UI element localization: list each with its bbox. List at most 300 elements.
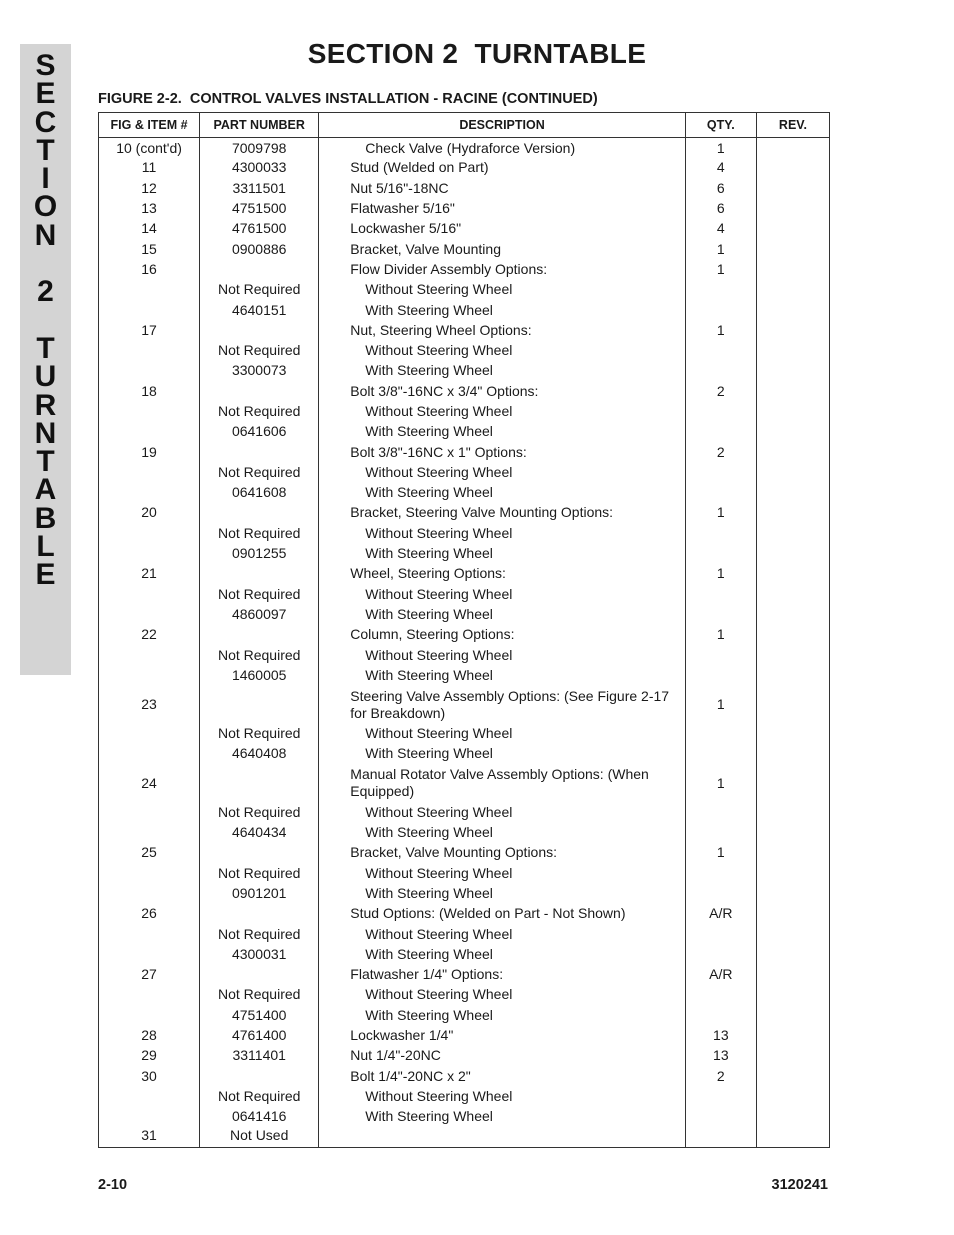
qty-cell bbox=[685, 822, 756, 842]
description-cell: With Steering Wheel bbox=[319, 1107, 686, 1127]
part-number-cell: 4640408 bbox=[200, 744, 319, 764]
table-row bbox=[99, 138, 830, 158]
description-cell: Without Steering Wheel bbox=[319, 401, 686, 421]
table-row bbox=[99, 1107, 830, 1127]
description-cell: With Steering Wheel bbox=[319, 944, 686, 964]
item-number-cell: 12 bbox=[99, 178, 200, 198]
side-tab-letter: N bbox=[34, 416, 57, 450]
qty-cell bbox=[685, 462, 756, 482]
table-row bbox=[99, 462, 830, 482]
rev-cell bbox=[756, 1046, 829, 1066]
rev-cell bbox=[756, 138, 829, 158]
rev-cell bbox=[756, 904, 829, 924]
table-row bbox=[99, 604, 830, 624]
qty-cell: 13 bbox=[685, 1046, 756, 1066]
description-cell: Steering Valve Assembly Options: (See Figure 2-17 for Breakdown) bbox=[319, 686, 686, 724]
table-row bbox=[99, 300, 830, 320]
qty-cell bbox=[685, 744, 756, 764]
item-number-cell: 30 bbox=[99, 1066, 200, 1086]
header-rev: REV. bbox=[756, 113, 829, 138]
side-tab-letter: 2 bbox=[37, 275, 54, 309]
table-row bbox=[99, 802, 830, 822]
rev-cell bbox=[756, 1086, 829, 1106]
rev-cell bbox=[756, 863, 829, 883]
qty-cell: 1 bbox=[685, 259, 756, 279]
table-row bbox=[99, 422, 830, 442]
description-cell: Without Steering Wheel bbox=[319, 724, 686, 744]
table-row bbox=[99, 442, 830, 462]
item-number-cell: 26 bbox=[99, 904, 200, 924]
table-row bbox=[99, 665, 830, 685]
table-row bbox=[99, 625, 830, 645]
header-fig-item: FIG & ITEM # bbox=[99, 113, 200, 138]
qty-cell: A/R bbox=[685, 904, 756, 924]
table-row bbox=[99, 401, 830, 421]
table-row bbox=[99, 280, 830, 300]
description-cell: Without Steering Wheel bbox=[319, 462, 686, 482]
description-cell: Bolt 3/8"-16NC x 3/4" Options: bbox=[319, 381, 686, 401]
description-cell: With Steering Wheel bbox=[319, 744, 686, 764]
table-row bbox=[99, 985, 830, 1005]
item-number-cell: 14 bbox=[99, 219, 200, 239]
side-tab-letter: C bbox=[34, 105, 57, 139]
item-number-cell: 19 bbox=[99, 442, 200, 462]
table-row bbox=[99, 381, 830, 401]
side-tab-letter: T bbox=[36, 445, 55, 479]
qty-cell bbox=[685, 863, 756, 883]
table-row bbox=[99, 158, 830, 178]
rev-cell bbox=[756, 1005, 829, 1025]
part-number-cell: Not Required bbox=[200, 1086, 319, 1106]
qty-cell bbox=[685, 280, 756, 300]
item-number-cell: 27 bbox=[99, 964, 200, 984]
part-number-cell: Not Required bbox=[200, 523, 319, 543]
table-row bbox=[99, 944, 830, 964]
qty-cell bbox=[685, 924, 756, 944]
rev-cell bbox=[756, 158, 829, 178]
part-number-cell: 7009798 bbox=[200, 138, 319, 158]
rev-cell bbox=[756, 239, 829, 259]
description-cell: With Steering Wheel bbox=[319, 361, 686, 381]
description-cell: Without Steering Wheel bbox=[319, 863, 686, 883]
table-row bbox=[99, 904, 830, 924]
description-cell: Flatwasher 5/16" bbox=[319, 198, 686, 218]
table-row bbox=[99, 924, 830, 944]
table-row bbox=[99, 178, 830, 198]
qty-cell bbox=[685, 802, 756, 822]
qty-cell bbox=[685, 944, 756, 964]
qty-cell bbox=[685, 422, 756, 442]
table-row bbox=[99, 320, 830, 340]
rev-cell bbox=[756, 584, 829, 604]
part-number-cell: 0641606 bbox=[200, 422, 319, 442]
description-cell: Nut 5/16"-18NC bbox=[319, 178, 686, 198]
qty-cell bbox=[685, 883, 756, 903]
qty-cell bbox=[685, 1127, 756, 1147]
table-row bbox=[99, 523, 830, 543]
description-cell: Without Steering Wheel bbox=[319, 340, 686, 360]
item-number-cell: 15 bbox=[99, 239, 200, 259]
rev-cell bbox=[756, 1107, 829, 1127]
part-number-cell bbox=[200, 686, 319, 724]
table-row bbox=[99, 483, 830, 503]
description-cell: Without Steering Wheel bbox=[319, 802, 686, 822]
table-row bbox=[99, 219, 830, 239]
table-row bbox=[99, 198, 830, 218]
rev-cell bbox=[756, 985, 829, 1005]
section-side-tab-label bbox=[20, 49, 71, 592]
description-cell: Check Valve (Hydraforce Version) bbox=[319, 138, 686, 158]
description-cell: With Steering Wheel bbox=[319, 483, 686, 503]
description-cell: With Steering Wheel bbox=[319, 422, 686, 442]
part-number-cell: 4751500 bbox=[200, 198, 319, 218]
part-number-cell: Not Required bbox=[200, 401, 319, 421]
part-number-cell bbox=[200, 843, 319, 863]
rev-cell bbox=[756, 764, 829, 802]
part-number-cell: 0901255 bbox=[200, 543, 319, 563]
rev-cell bbox=[756, 320, 829, 340]
qty-cell bbox=[685, 483, 756, 503]
qty-cell: 1 bbox=[685, 686, 756, 724]
rev-cell bbox=[756, 944, 829, 964]
item-number-cell: 28 bbox=[99, 1025, 200, 1045]
rev-cell bbox=[756, 883, 829, 903]
part-number-cell: 0901201 bbox=[200, 883, 319, 903]
item-number-cell bbox=[99, 483, 200, 503]
qty-cell: 1 bbox=[685, 625, 756, 645]
part-number-cell: 4761500 bbox=[200, 219, 319, 239]
rev-cell bbox=[756, 381, 829, 401]
description-cell: Column, Steering Options: bbox=[319, 625, 686, 645]
rev-cell bbox=[756, 822, 829, 842]
description-cell: With Steering Wheel bbox=[319, 604, 686, 624]
rev-cell bbox=[756, 361, 829, 381]
side-tab-letter: E bbox=[35, 77, 56, 111]
header-description: DESCRIPTION bbox=[319, 113, 686, 138]
table-row bbox=[99, 503, 830, 523]
table-row bbox=[99, 584, 830, 604]
table-row bbox=[99, 883, 830, 903]
item-number-cell bbox=[99, 280, 200, 300]
table-row bbox=[99, 564, 830, 584]
parts-table bbox=[98, 112, 830, 1148]
table-row bbox=[99, 543, 830, 563]
side-tab-letter: I bbox=[41, 162, 50, 196]
qty-cell bbox=[685, 1005, 756, 1025]
description-cell: With Steering Wheel bbox=[319, 665, 686, 685]
table-row bbox=[99, 764, 830, 802]
table-row bbox=[99, 843, 830, 863]
part-number-cell bbox=[200, 259, 319, 279]
part-number-cell: Not Used bbox=[200, 1127, 319, 1147]
part-number-cell: 4761400 bbox=[200, 1025, 319, 1045]
part-number-cell: Not Required bbox=[200, 863, 319, 883]
side-tab-letter: B bbox=[34, 501, 57, 535]
item-number-cell: 11 bbox=[99, 158, 200, 178]
parts-table-body bbox=[99, 138, 830, 1148]
part-number-cell: 4751400 bbox=[200, 1005, 319, 1025]
item-number-cell: 22 bbox=[99, 625, 200, 645]
item-number-cell: 17 bbox=[99, 320, 200, 340]
item-number-cell bbox=[99, 724, 200, 744]
part-number-cell: Not Required bbox=[200, 340, 319, 360]
table-row bbox=[99, 239, 830, 259]
table-row bbox=[99, 1025, 830, 1045]
table-row bbox=[99, 1066, 830, 1086]
side-tab-letter: S bbox=[35, 49, 56, 82]
item-number-cell bbox=[99, 802, 200, 822]
qty-cell bbox=[685, 604, 756, 624]
qty-cell: 2 bbox=[685, 381, 756, 401]
qty-cell: 4 bbox=[685, 219, 756, 239]
description-cell: Lockwasher 5/16" bbox=[319, 219, 686, 239]
item-number-cell bbox=[99, 584, 200, 604]
table-row bbox=[99, 964, 830, 984]
part-number-cell: Not Required bbox=[200, 280, 319, 300]
part-number-cell: Not Required bbox=[200, 645, 319, 665]
table-row bbox=[99, 863, 830, 883]
part-number-cell: Not Required bbox=[200, 985, 319, 1005]
page-title: SECTION 2 TURNTABLE bbox=[307, 38, 647, 69]
item-number-cell bbox=[99, 744, 200, 764]
item-number-cell: 10 (cont'd) bbox=[99, 138, 200, 158]
part-number-cell: 4640434 bbox=[200, 822, 319, 842]
qty-cell bbox=[685, 584, 756, 604]
rev-cell bbox=[756, 198, 829, 218]
description-cell: Without Steering Wheel bbox=[319, 1086, 686, 1106]
item-number-cell bbox=[99, 422, 200, 442]
item-number-cell: 31 bbox=[99, 1127, 200, 1147]
qty-cell: 1 bbox=[685, 138, 756, 158]
qty-cell: 1 bbox=[685, 764, 756, 802]
item-number-cell: 29 bbox=[99, 1046, 200, 1066]
side-tab-letter: N bbox=[34, 218, 57, 252]
item-number-cell: 20 bbox=[99, 503, 200, 523]
qty-cell bbox=[685, 523, 756, 543]
item-number-cell bbox=[99, 883, 200, 903]
part-number-cell: 4300031 bbox=[200, 944, 319, 964]
rev-cell bbox=[756, 401, 829, 421]
item-number-cell bbox=[99, 604, 200, 624]
qty-cell: 13 bbox=[685, 1025, 756, 1045]
description-cell: Flatwasher 1/4" Options: bbox=[319, 964, 686, 984]
part-number-cell bbox=[200, 764, 319, 802]
description-cell: Bracket, Valve Mounting bbox=[319, 239, 686, 259]
description-cell: Bracket, Valve Mounting Options: bbox=[319, 843, 686, 863]
rev-cell bbox=[756, 543, 829, 563]
qty-cell: 1 bbox=[685, 239, 756, 259]
side-tab-letter: A bbox=[34, 473, 57, 507]
table-row bbox=[99, 822, 830, 842]
part-number-cell: Not Required bbox=[200, 802, 319, 822]
side-tab-letter: U bbox=[34, 360, 57, 394]
table-row bbox=[99, 1046, 830, 1066]
qty-cell bbox=[685, 300, 756, 320]
description-cell: Wheel, Steering Options: bbox=[319, 564, 686, 584]
qty-cell: 4 bbox=[685, 158, 756, 178]
qty-cell bbox=[685, 1086, 756, 1106]
item-number-cell: 13 bbox=[99, 198, 200, 218]
rev-cell bbox=[756, 462, 829, 482]
part-number-cell bbox=[200, 503, 319, 523]
description-cell: Nut, Steering Wheel Options: bbox=[319, 320, 686, 340]
rev-cell bbox=[756, 843, 829, 863]
qty-cell: 2 bbox=[685, 1066, 756, 1086]
item-number-cell bbox=[99, 300, 200, 320]
part-number-cell bbox=[200, 564, 319, 584]
item-number-cell bbox=[99, 1086, 200, 1106]
description-cell: Stud (Welded on Part) bbox=[319, 158, 686, 178]
rev-cell bbox=[756, 523, 829, 543]
item-number-cell: 21 bbox=[99, 564, 200, 584]
side-tab-letter: T bbox=[36, 133, 55, 167]
description-cell: With Steering Wheel bbox=[319, 822, 686, 842]
side-tab-letter: L bbox=[36, 530, 55, 564]
qty-cell bbox=[685, 985, 756, 1005]
rev-cell bbox=[756, 665, 829, 685]
qty-cell: A/R bbox=[685, 964, 756, 984]
rev-cell bbox=[756, 1127, 829, 1147]
description-cell: Nut 1/4"-20NC bbox=[319, 1046, 686, 1066]
item-number-cell bbox=[99, 645, 200, 665]
qty-cell bbox=[685, 645, 756, 665]
rev-cell bbox=[756, 802, 829, 822]
part-number-cell: 3311401 bbox=[200, 1046, 319, 1066]
description-cell: With Steering Wheel bbox=[319, 543, 686, 563]
item-number-cell bbox=[99, 863, 200, 883]
description-cell: Without Steering Wheel bbox=[319, 645, 686, 665]
rev-cell bbox=[756, 442, 829, 462]
qty-cell bbox=[685, 543, 756, 563]
figure-caption: FIGURE 2-2. CONTROL VALVES INSTALLATION - RACINE (CONTINUED) bbox=[98, 91, 598, 107]
qty-cell: 6 bbox=[685, 198, 756, 218]
side-tab-letter: E bbox=[35, 558, 56, 592]
description-cell: Stud Options: (Welded on Part - Not Shown) bbox=[319, 904, 686, 924]
item-number-cell bbox=[99, 944, 200, 964]
description-cell bbox=[319, 1127, 686, 1147]
part-number-cell bbox=[200, 964, 319, 984]
item-number-cell bbox=[99, 924, 200, 944]
item-number-cell bbox=[99, 340, 200, 360]
rev-cell bbox=[756, 340, 829, 360]
rev-cell bbox=[756, 604, 829, 624]
part-number-cell: Not Required bbox=[200, 724, 319, 744]
side-tab-letter: T bbox=[36, 331, 55, 365]
item-number-cell bbox=[99, 1107, 200, 1127]
header-qty: QTY. bbox=[685, 113, 756, 138]
rev-cell bbox=[756, 964, 829, 984]
part-number-cell bbox=[200, 625, 319, 645]
description-cell: Manual Rotator Valve Assembly Options: (When Equipped) bbox=[319, 764, 686, 802]
description-cell: Without Steering Wheel bbox=[319, 280, 686, 300]
description-cell: Bracket, Steering Valve Mounting Options: bbox=[319, 503, 686, 523]
qty-cell bbox=[685, 340, 756, 360]
qty-cell bbox=[685, 401, 756, 421]
qty-cell bbox=[685, 724, 756, 744]
item-number-cell bbox=[99, 462, 200, 482]
item-number-cell: 23 bbox=[99, 686, 200, 724]
document-number: 3120241 bbox=[771, 1177, 828, 1193]
rev-cell bbox=[756, 564, 829, 584]
part-number-cell bbox=[200, 904, 319, 924]
qty-cell: 1 bbox=[685, 503, 756, 523]
table-row bbox=[99, 1086, 830, 1106]
part-number-cell: 3300073 bbox=[200, 361, 319, 381]
description-cell: Flow Divider Assembly Options: bbox=[319, 259, 686, 279]
item-number-cell: 16 bbox=[99, 259, 200, 279]
side-tab-letter bbox=[20, 307, 71, 335]
rev-cell bbox=[756, 1025, 829, 1045]
item-number-cell bbox=[99, 523, 200, 543]
item-number-cell: 25 bbox=[99, 843, 200, 863]
rev-cell bbox=[756, 686, 829, 724]
item-number-cell bbox=[99, 1005, 200, 1025]
part-number-cell: Not Required bbox=[200, 462, 319, 482]
rev-cell bbox=[756, 259, 829, 279]
table-row bbox=[99, 259, 830, 279]
rev-cell bbox=[756, 1066, 829, 1086]
rev-cell bbox=[756, 280, 829, 300]
table-row bbox=[99, 686, 830, 724]
part-number-cell bbox=[200, 442, 319, 462]
part-number-cell bbox=[200, 320, 319, 340]
page-number: 2-10 bbox=[98, 1177, 128, 1193]
qty-cell: 1 bbox=[685, 564, 756, 584]
qty-cell: 1 bbox=[685, 843, 756, 863]
description-cell: With Steering Wheel bbox=[319, 1005, 686, 1025]
item-number-cell: 18 bbox=[99, 381, 200, 401]
qty-cell bbox=[685, 1107, 756, 1127]
item-number-cell bbox=[99, 665, 200, 685]
part-number-cell: 0900886 bbox=[200, 239, 319, 259]
table-row bbox=[99, 361, 830, 381]
rev-cell bbox=[756, 924, 829, 944]
table-row bbox=[99, 1005, 830, 1025]
part-number-cell: 0641416 bbox=[200, 1107, 319, 1127]
table-row bbox=[99, 1127, 830, 1147]
rev-cell bbox=[756, 645, 829, 665]
description-cell: Without Steering Wheel bbox=[319, 924, 686, 944]
description-cell: Bolt 3/8"-16NC x 1" Options: bbox=[319, 442, 686, 462]
part-number-cell: 4300033 bbox=[200, 158, 319, 178]
rev-cell bbox=[756, 503, 829, 523]
rev-cell bbox=[756, 422, 829, 442]
item-number-cell bbox=[99, 361, 200, 381]
description-cell: Without Steering Wheel bbox=[319, 523, 686, 543]
part-number-cell: 4860097 bbox=[200, 604, 319, 624]
part-number-cell bbox=[200, 381, 319, 401]
table-row bbox=[99, 340, 830, 360]
part-number-cell bbox=[200, 1066, 319, 1086]
item-number-cell bbox=[99, 543, 200, 563]
qty-cell: 1 bbox=[685, 320, 756, 340]
rev-cell bbox=[756, 219, 829, 239]
item-number-cell bbox=[99, 985, 200, 1005]
rev-cell bbox=[756, 625, 829, 645]
description-cell: With Steering Wheel bbox=[319, 883, 686, 903]
table-header-row bbox=[99, 113, 830, 138]
description-cell: Bolt 1/4"-20NC x 2" bbox=[319, 1066, 686, 1086]
table-row bbox=[99, 645, 830, 665]
item-number-cell bbox=[99, 401, 200, 421]
side-tab-letter: R bbox=[34, 388, 57, 422]
qty-cell: 2 bbox=[685, 442, 756, 462]
rev-cell bbox=[756, 724, 829, 744]
part-number-cell: 3311501 bbox=[200, 178, 319, 198]
qty-cell bbox=[685, 361, 756, 381]
part-number-cell: 1460005 bbox=[200, 665, 319, 685]
qty-cell: 6 bbox=[685, 178, 756, 198]
